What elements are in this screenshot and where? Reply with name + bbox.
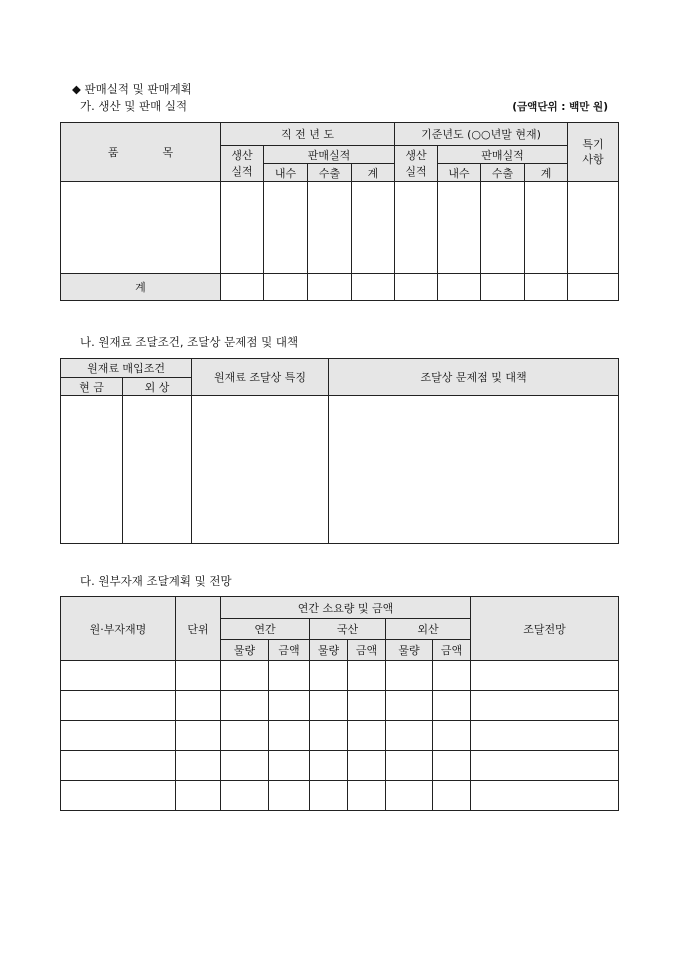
item-cell[interactable] <box>61 182 221 274</box>
domestic-qty-header: 물량 <box>310 640 348 661</box>
section-c-title: 다. 원부자재 조달계획 및 전망 <box>80 574 232 588</box>
base-total-header: 계 <box>525 164 568 182</box>
data-cell[interactable] <box>61 721 176 751</box>
data-cell[interactable] <box>176 781 221 811</box>
features-header: 원재료 조달상 특징 <box>192 359 329 396</box>
data-cell[interactable] <box>386 781 433 811</box>
data-cell[interactable] <box>264 274 308 301</box>
table-row <box>61 661 619 691</box>
sales-performance-table <box>60 122 619 301</box>
annual-header: 연간 소요량 및 금액 <box>221 597 471 619</box>
prev-total-header: 계 <box>352 164 395 182</box>
data-cell[interactable] <box>471 661 619 691</box>
data-cell[interactable] <box>386 751 433 781</box>
table-row <box>61 691 619 721</box>
total-label: 계 <box>61 274 221 301</box>
prev-year-header: 직 전 년 도 <box>221 123 395 146</box>
data-cell[interactable] <box>481 274 525 301</box>
base-year-header: 기준년도 (○○년말 현재) <box>395 123 568 146</box>
data-cell[interactable] <box>61 691 176 721</box>
data-cell[interactable] <box>269 721 310 751</box>
problems-cell[interactable] <box>329 396 619 544</box>
data-cell[interactable] <box>438 182 481 274</box>
material-plan-table <box>60 596 619 811</box>
data-cell[interactable] <box>348 751 386 781</box>
data-cell[interactable] <box>568 274 619 301</box>
data-cell[interactable] <box>395 274 438 301</box>
credit-header: 외 상 <box>123 378 192 396</box>
data-cell[interactable] <box>221 274 264 301</box>
data-cell[interactable] <box>438 274 481 301</box>
data-cell[interactable] <box>352 182 395 274</box>
problems-header: 조달상 문제점 및 대책 <box>329 359 619 396</box>
data-cell[interactable] <box>348 781 386 811</box>
prev-domestic-header: 내수 <box>264 164 308 182</box>
prev-production-header: 생산 실적 <box>221 146 264 182</box>
data-cell[interactable] <box>269 691 310 721</box>
data-cell[interactable] <box>61 751 176 781</box>
data-cell[interactable] <box>221 661 269 691</box>
data-cell[interactable] <box>395 182 438 274</box>
data-cell[interactable] <box>310 751 348 781</box>
data-cell[interactable] <box>433 691 471 721</box>
purchase-terms-header: 원재료 매입조건 <box>61 359 192 378</box>
cash-cell[interactable] <box>61 396 123 544</box>
domestic-header: 국산 <box>310 619 386 640</box>
prev-sales-header: 판매실적 <box>264 146 395 164</box>
data-cell[interactable] <box>525 274 568 301</box>
data-cell[interactable] <box>433 751 471 781</box>
data-cell[interactable] <box>471 781 619 811</box>
base-domestic-header: 내수 <box>438 164 481 182</box>
foreign-amount-header: 금액 <box>433 640 471 661</box>
yearly-amount-header: 금액 <box>269 640 310 661</box>
data-cell[interactable] <box>471 691 619 721</box>
item-header: 품 목 <box>61 123 221 182</box>
credit-cell[interactable] <box>123 396 192 544</box>
data-cell[interactable] <box>221 182 264 274</box>
data-cell[interactable] <box>310 661 348 691</box>
data-cell[interactable] <box>308 274 352 301</box>
table-row <box>61 781 619 811</box>
data-cell[interactable] <box>471 721 619 751</box>
data-cell[interactable] <box>221 781 269 811</box>
data-cell[interactable] <box>481 182 525 274</box>
data-cell[interactable] <box>61 781 176 811</box>
cash-header: 현 금 <box>61 378 123 396</box>
section-a-title: 가. 생산 및 판매 실적 <box>80 99 188 113</box>
data-cell[interactable] <box>433 721 471 751</box>
data-cell[interactable] <box>386 661 433 691</box>
amount-unit-note: (금액단위 : 백만 원) <box>512 101 608 113</box>
data-cell[interactable] <box>348 661 386 691</box>
table-row <box>61 396 619 544</box>
data-cell[interactable] <box>471 751 619 781</box>
data-cell[interactable] <box>525 182 568 274</box>
data-cell[interactable] <box>310 781 348 811</box>
yearly-qty-header: 물량 <box>221 640 269 661</box>
base-production-header: 생산 실적 <box>395 146 438 182</box>
foreign-header: 외산 <box>386 619 471 640</box>
prev-export-header: 수출 <box>308 164 352 182</box>
table-row <box>61 751 619 781</box>
data-cell[interactable] <box>310 721 348 751</box>
remarks-header: 특기 사항 <box>568 123 619 182</box>
main-section-title: ◆ 판매실적 및 판매계획 <box>72 82 192 96</box>
foreign-qty-header: 물량 <box>386 640 433 661</box>
data-cell[interactable] <box>176 691 221 721</box>
data-cell[interactable] <box>352 274 395 301</box>
domestic-amount-header: 금액 <box>348 640 386 661</box>
data-cell[interactable] <box>264 182 308 274</box>
data-cell[interactable] <box>308 182 352 274</box>
features-cell[interactable] <box>192 396 329 544</box>
data-cell[interactable] <box>221 691 269 721</box>
unit-header: 단위 <box>176 597 221 661</box>
data-cell[interactable] <box>221 721 269 751</box>
data-cell[interactable] <box>269 751 310 781</box>
data-cell[interactable] <box>61 661 176 691</box>
data-cell[interactable] <box>568 182 619 274</box>
section-b-title: 나. 원재료 조달조건, 조달상 문제점 및 대책 <box>80 335 299 349</box>
data-cell[interactable] <box>348 691 386 721</box>
data-cell[interactable] <box>176 721 221 751</box>
data-cell[interactable] <box>269 781 310 811</box>
table-row <box>61 721 619 751</box>
data-cell[interactable] <box>221 751 269 781</box>
base-export-header: 수출 <box>481 164 525 182</box>
procurement-conditions-table <box>60 358 619 544</box>
data-cell[interactable] <box>176 661 221 691</box>
outlook-header: 조달전망 <box>471 597 619 661</box>
table-row <box>61 182 619 274</box>
data-cell[interactable] <box>348 721 386 751</box>
data-cell[interactable] <box>269 661 310 691</box>
data-cell[interactable] <box>176 751 221 781</box>
total-row <box>61 274 619 301</box>
material-name-header: 원·부자재명 <box>61 597 176 661</box>
data-cell[interactable] <box>386 721 433 751</box>
base-sales-header: 판매실적 <box>438 146 568 164</box>
data-cell[interactable] <box>310 691 348 721</box>
data-cell[interactable] <box>386 691 433 721</box>
data-cell[interactable] <box>433 781 471 811</box>
data-cell[interactable] <box>433 661 471 691</box>
yearly-header: 연간 <box>221 619 310 640</box>
